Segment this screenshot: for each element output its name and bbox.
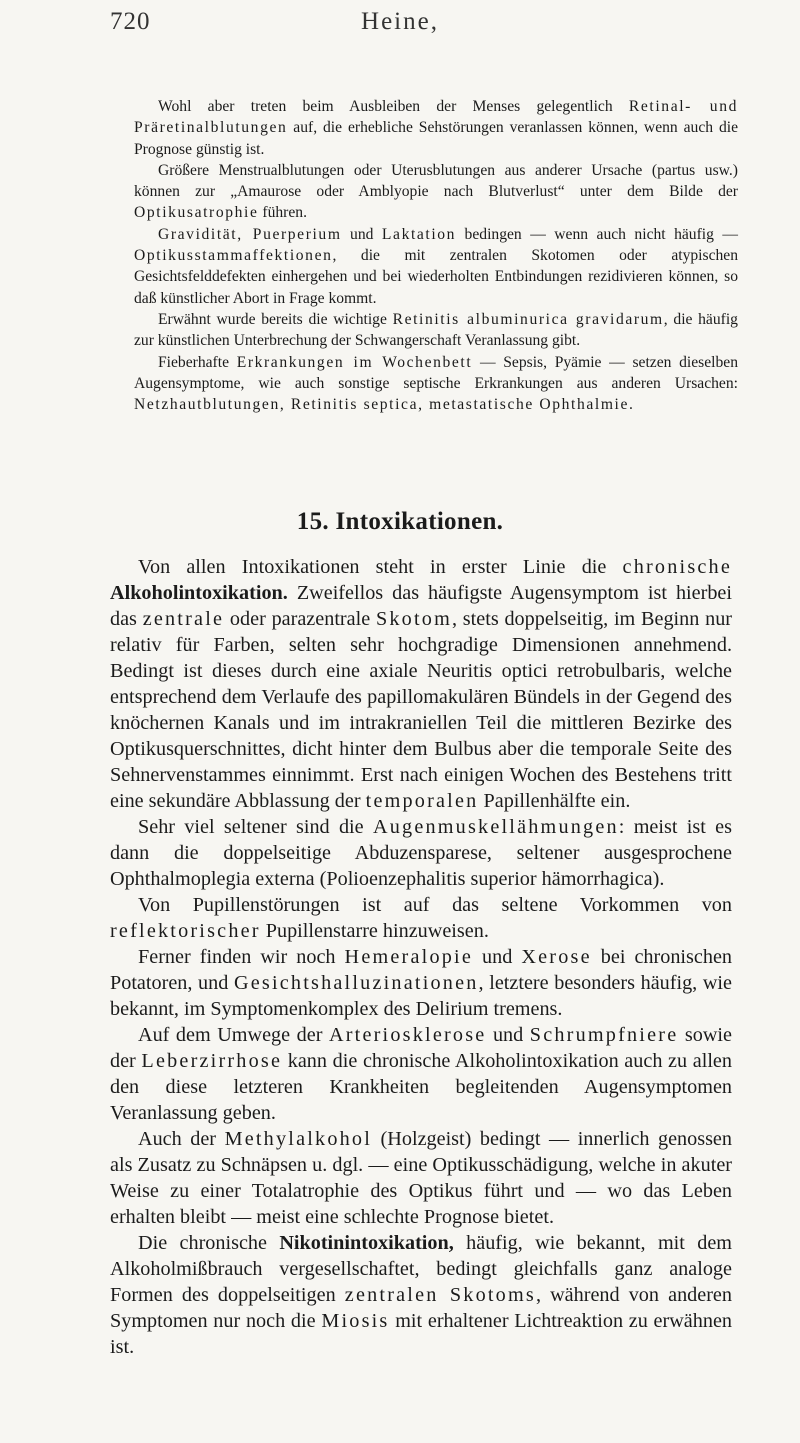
spaced-term: Optikusatrophie xyxy=(134,204,259,222)
spaced-term: Netzhautblutungen, Retinitis septica, metastatische Ophthalmie xyxy=(134,396,630,414)
text-run: bedingen — wenn auch nicht häufig — xyxy=(456,225,739,243)
text-run: Zweifellos das häufigste Augensymptom ist hierbei das xyxy=(110,582,732,630)
text-run: bei chronischen Potatoren, und xyxy=(110,946,733,994)
paragraph xyxy=(110,1126,732,1230)
text-run: Pupillenstarre hinzuweisen. xyxy=(260,920,489,942)
text-run: und xyxy=(473,946,522,968)
text-run: Von Pupillenstörungen ist auf das seltene Vorkommen von xyxy=(138,894,732,916)
text-run: Sehr viel seltener sind die xyxy=(138,816,373,838)
paragraph xyxy=(110,814,732,892)
text-run: kann die chronische Alkoholintoxikation auch zu allen den diese letzteren Krankheiten begleitenden Augensymptomen Veranlassung geben. xyxy=(110,1050,732,1124)
text-run: Auf dem Umwege der xyxy=(138,1024,329,1046)
text-run: , die mit zentralen Skotomen oder atypischen Gesichtsfelddefekten einhergehen und bei wiederholten Entbindungen rezidivieren können, so daß künstlicher Abort in Frage kommt. xyxy=(134,247,738,307)
text-run: und xyxy=(341,225,382,243)
spaced-term: Optikusstammaffektionen xyxy=(134,247,333,265)
text-run: mit erhaltener Lichtreaktion zu erwähnen ist. xyxy=(110,1310,733,1358)
intoxications-section xyxy=(110,554,732,1360)
text-run: , während von anderen Symptomen nur noch die xyxy=(110,1284,732,1332)
text-run: Auch der xyxy=(138,1128,225,1150)
spaced-term: Gravidität, Puerperium xyxy=(158,225,342,243)
spaced-term: zentralen Skotoms xyxy=(344,1284,536,1306)
spaced-term: Xerose xyxy=(521,946,592,968)
small-paragraph xyxy=(134,96,738,160)
text-run: häufig, wie bekannt, mit dem Alkoholmißbrauch vergesellschaftet, bedingt gleichfalls ganz analoge Formen des doppelseitigen xyxy=(110,1232,732,1306)
spaced-term: Skotom xyxy=(375,608,452,630)
small-paragraph xyxy=(134,309,738,352)
spaced-term: Leberzirrhose xyxy=(141,1050,283,1072)
paragraph xyxy=(110,892,732,944)
spaced-term: Methylalkohol xyxy=(224,1128,373,1150)
text-run: , stets doppelseitig, im Beginn nur relativ für Farben, selten sehr hochgradige Dimensionen annehmend. Bedingt ist dieses durch eine axiale Neuritis optici retrobulbaris, welche entsprechend dem Verlaufe des papillomakulären Bündels in der Gegend des knöchernen Kanals und im intrakraniellen Teil die mittleren Bezirke des Optikusquerschnittes, dicht hinter dem Bulbus aber die temporale Seite des Sehnervenstammes einnimmt. Erst nach einigen Wochen des Bestehens tritt eine sekundäre Abblassung der xyxy=(110,608,733,812)
spaced-term: Retinal- und Präretinalblutungen xyxy=(134,98,738,137)
spaced-term: Schrumpfniere xyxy=(529,1024,679,1046)
spaced-term: Laktation xyxy=(381,225,457,243)
text-run: Größere Menstrualblutungen oder Uterusblutungen aus anderer Ursache (partus usw.) können zur „Amaurose oder Amblyopie nach Blutverlust“ unter dem Bilde der xyxy=(134,161,738,201)
spaced-term: Hemeralopie xyxy=(344,946,473,968)
text-run: , die häufig zur künstlichen Unterbrechung der Schwangerschaft Veranlassung gibt. xyxy=(134,310,738,350)
page-number: 720 xyxy=(110,8,151,35)
text-run: Ferner finden wir noch xyxy=(138,946,345,968)
spaced-term: chronische xyxy=(622,556,732,578)
paragraph xyxy=(110,944,732,1022)
small-paragraph xyxy=(134,224,738,309)
text-run: Erwähnt wurde bereits die wichtige xyxy=(158,310,393,328)
small-print-section xyxy=(134,96,738,415)
paragraph xyxy=(110,554,732,814)
text-run: führen. xyxy=(258,204,307,222)
text-run: Wohl aber treten beim Ausbleiben der Menses gelegentlich xyxy=(158,98,629,115)
small-paragraph xyxy=(134,352,738,416)
spaced-term: Erkrankungen im Wochenbett xyxy=(236,353,473,371)
paragraph xyxy=(110,1022,732,1126)
text-run: Von allen Intoxikationen steht in erster Linie die xyxy=(138,556,623,578)
running-head: Heine, xyxy=(361,8,439,35)
text-run: sowie der xyxy=(110,1024,732,1072)
text-run: — Sepsis, Pyämie — setzen dieselben Augensymptome, wie auch sonstige septische Erkrankungen aus anderen Ursachen: xyxy=(134,353,738,392)
spaced-term: Miosis xyxy=(321,1310,390,1332)
text-run: Papillenhälfte ein. xyxy=(478,790,631,812)
spaced-term: Gesichtshalluzinationen xyxy=(233,972,479,994)
text-run: : meist ist es dann die doppelseitige Abduzensparese, seltener ausgesprochene Ophthalmoplegia externa (Polioenzephalitis superior hämorrhagica). xyxy=(110,816,732,890)
spaced-term: temporalen xyxy=(365,790,479,812)
text-run: , letztere besonders häufig, wie bekannt, im Symptomenkomplex des Delirium tremens. xyxy=(110,972,733,1020)
text-run: auf, die erhebliche Sehstörungen veranlassen können, wenn auch die Prognose günstig ist. xyxy=(134,119,738,158)
text-run: oder parazentrale xyxy=(224,608,376,630)
spaced-term: Augenmuskellähmungen xyxy=(372,816,619,838)
page-header xyxy=(110,8,690,38)
paragraph xyxy=(110,1230,732,1360)
spaced-term: reflektorischer xyxy=(110,920,261,942)
spaced-term: Retinitis albuminurica gravidarum xyxy=(392,310,664,328)
section-heading: 15. Intoxikationen. xyxy=(296,508,504,535)
text-run: Fieberhafte xyxy=(158,353,237,371)
text-run: . xyxy=(629,396,633,414)
small-paragraph xyxy=(134,160,738,224)
bold-term: Alkoholintoxikation. xyxy=(110,582,288,604)
spaced-term: Arteriosklerose xyxy=(328,1024,487,1046)
bold-term: Nikotinintoxikation, xyxy=(279,1232,454,1254)
text-run: (Holzgeist) bedingt — innerlich genossen als Zusatz zu Schnäpsen u. dgl. — eine Optikusschädigung, welche in akuter Weise zu einer Totalatrophie des Optikus führt und — wo das Leben erhalten bleibt — meist eine schlechte Prognose bietet. xyxy=(110,1128,732,1228)
text-run: und xyxy=(486,1024,530,1046)
text-run: Die chronische xyxy=(138,1232,280,1254)
spaced-term: zentrale xyxy=(142,608,225,630)
